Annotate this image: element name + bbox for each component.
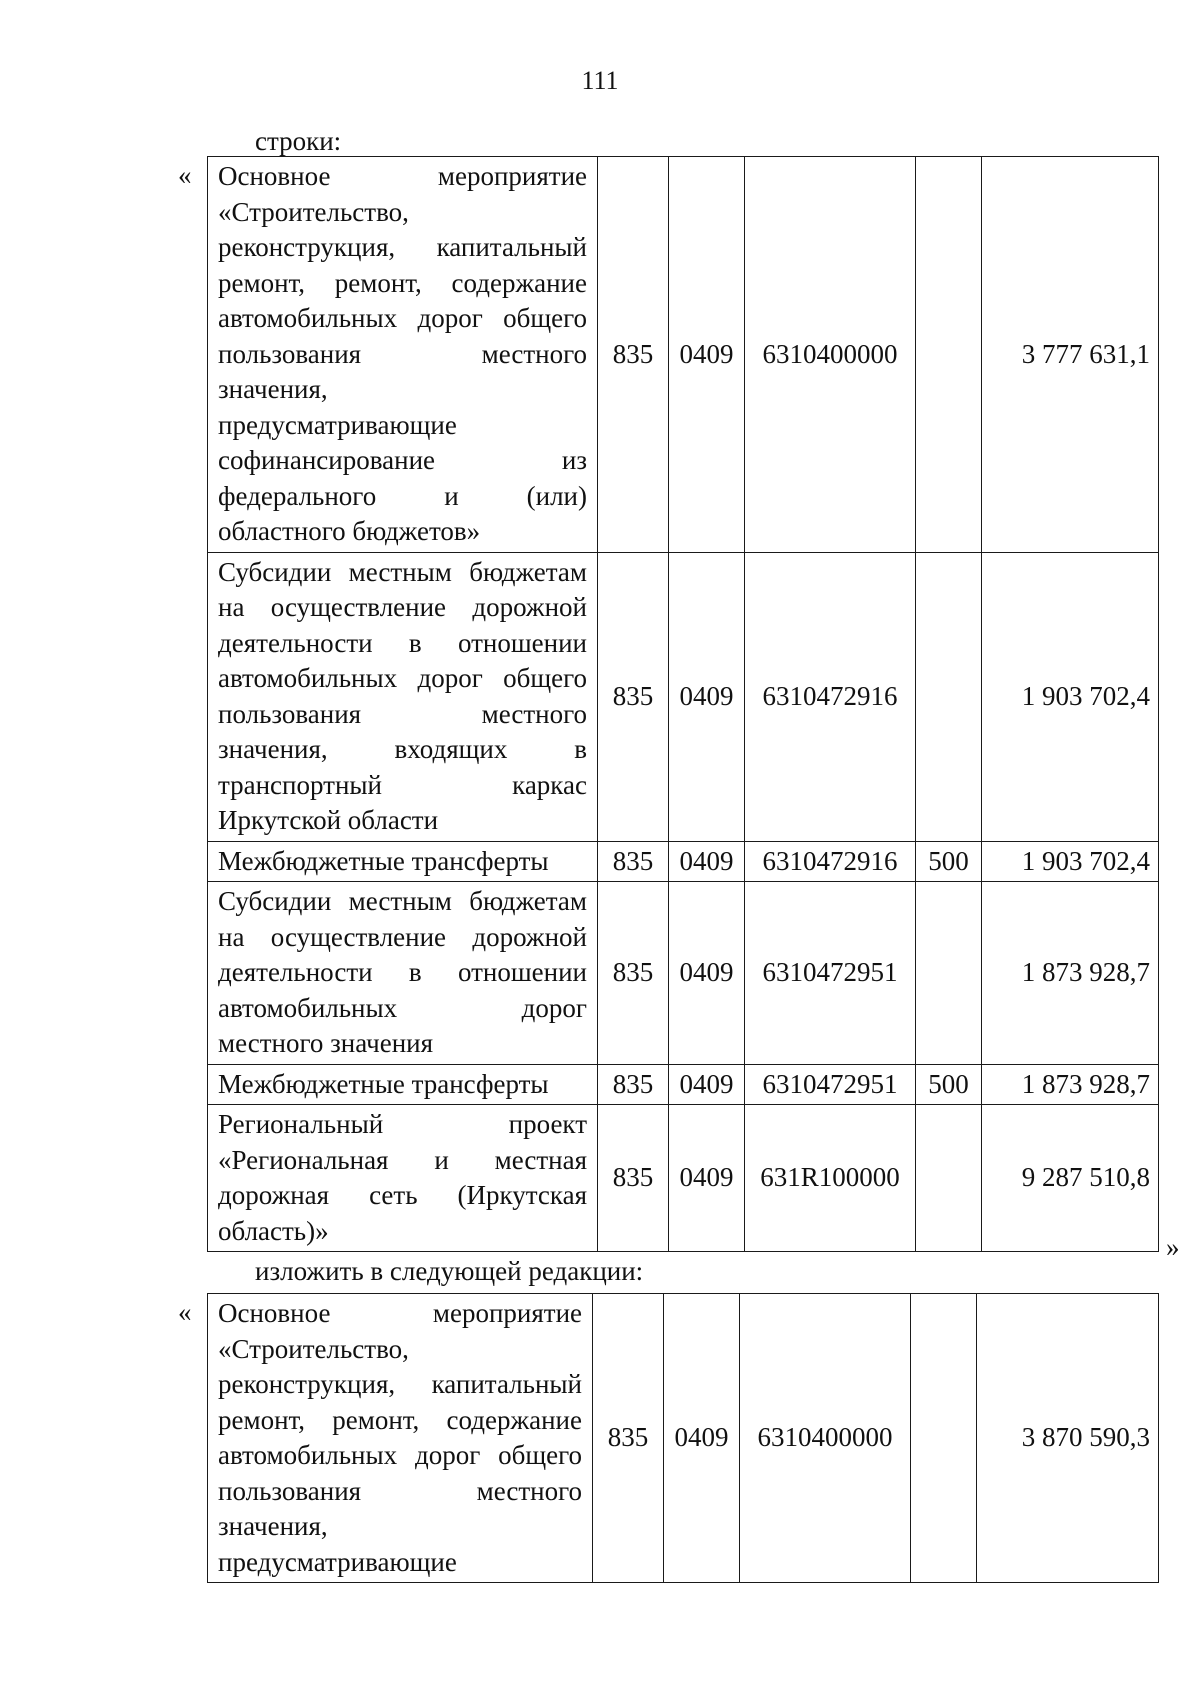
ministry-code-cell: 835 [598, 1105, 669, 1252]
section-code-cell: 0409 [669, 1064, 745, 1105]
new-open-quote: « [178, 1297, 192, 1327]
row-name-cell [208, 157, 598, 553]
page-number: 111 [581, 66, 619, 95]
amount-cell: 1 903 702,4 [982, 841, 1159, 882]
target-article-cell: 6310472916 [745, 552, 916, 841]
amount-cell: 1 873 928,7 [982, 882, 1159, 1065]
row-name-line: деятельности в отношении [218, 627, 587, 658]
row-name-line: автомобильных дорог общего [218, 663, 587, 693]
row-name-line: предусматривающие [218, 409, 457, 440]
expense-type-cell: 500 [916, 1064, 982, 1105]
expense-type-cell: 500 [916, 841, 982, 882]
section-code-cell: 0409 [669, 552, 745, 841]
row-name-line: федерального и (или) [218, 480, 587, 511]
row-name-line: ремонт, ремонт, содержание [218, 1404, 582, 1435]
row-name-line: Основное мероприятие [218, 161, 587, 191]
ministry-code-cell: 835 [598, 1064, 669, 1105]
row-name-line: Региональный проект [218, 1109, 587, 1139]
target-article-cell: 631R100000 [745, 1105, 916, 1252]
table-row [208, 1064, 1159, 1105]
row-name-cell [208, 1294, 593, 1583]
target-article-cell: 6310472951 [745, 882, 916, 1065]
amount-cell: 1 873 928,7 [982, 1064, 1159, 1105]
section-code-cell: 0409 [669, 157, 745, 553]
row-name-line: областного бюджетов» [218, 516, 481, 546]
section-code-cell: 0409 [669, 882, 745, 1065]
row-name-line: «Строительство, [218, 196, 409, 227]
row-name-line: автомобильных дорог общего [218, 1440, 582, 1470]
target-article-cell: 6310472951 [745, 1064, 916, 1105]
row-name-line: область)» [218, 1215, 329, 1246]
amount-cell: 3 777 631,1 [982, 157, 1159, 553]
row-name-cell [208, 552, 598, 841]
old-open-quote: « [178, 160, 192, 190]
row-name-line: на осуществление дорожной [218, 921, 587, 952]
row-name-line: местного значения [218, 1028, 434, 1058]
table-row [208, 157, 1159, 553]
row-name-line: автомобильных дорог [218, 992, 587, 1023]
target-article-cell: 6310472916 [745, 841, 916, 882]
new-table-body [208, 1294, 1159, 1583]
ministry-code-cell: 835 [598, 882, 669, 1065]
row-name-line: пользования местного [218, 698, 587, 729]
section-code-cell: 0409 [669, 1105, 745, 1252]
row-name-line: реконструкция, капитальный [218, 232, 587, 262]
expense-type-cell [916, 552, 982, 841]
row-name-line: Межбюджетные трансферты [218, 845, 549, 876]
amount-cell: 9 287 510,8 [982, 1105, 1159, 1252]
table-row [208, 1105, 1159, 1252]
row-name-line: «Региональная и местная [218, 1144, 587, 1175]
row-name-line: «Строительство, [218, 1333, 409, 1364]
row-name-line: Субсидии местным бюджетам [218, 556, 587, 587]
amount-cell: 3 870 590,3 [977, 1294, 1159, 1583]
row-name-line: дорожная сеть (Иркутская [218, 1180, 587, 1210]
row-name-line: Субсидии местным бюджетам [218, 886, 587, 916]
target-article-cell: 6310400000 [740, 1294, 911, 1583]
new-budget-table [207, 1293, 1159, 1583]
row-name-line: значения, входящих в [218, 734, 587, 764]
row-name-line: деятельности в отношении [218, 957, 587, 987]
row-name-line: Основное мероприятие [218, 1298, 582, 1328]
row-name-line: значения, [218, 1511, 328, 1541]
row-name-line: предусматривающие [218, 1546, 457, 1577]
ministry-code-cell: 835 [593, 1294, 664, 1583]
row-name-line: ремонт, ремонт, содержание [218, 267, 587, 298]
expense-type-cell [916, 1105, 982, 1252]
intro-new-text: изложить в следующей редакции: [255, 1256, 644, 1286]
old-close-quote: » [1166, 1232, 1180, 1262]
row-name-line: автомобильных дорог общего [218, 303, 587, 333]
row-name-cell [208, 841, 598, 882]
row-name-line: реконструкция, капитальный [218, 1369, 582, 1399]
row-name-line: пользования местного [218, 338, 587, 369]
table-row [208, 841, 1159, 882]
table-row [208, 1294, 1159, 1583]
row-name-line: на осуществление дорожной [218, 592, 587, 622]
table-row [208, 552, 1159, 841]
row-name-line: Межбюджетные трансферты [218, 1068, 549, 1099]
row-name-cell [208, 1105, 598, 1252]
ministry-code-cell: 835 [598, 841, 669, 882]
expense-type-cell [916, 157, 982, 553]
expense-type-cell [916, 882, 982, 1065]
intro-old-text: строки: [255, 126, 342, 156]
ministry-code-cell: 835 [598, 157, 669, 553]
row-name-line: софинансирование из [218, 445, 587, 475]
table-row [208, 882, 1159, 1065]
row-name-line: значения, [218, 374, 328, 404]
row-name-cell [208, 882, 598, 1065]
old-budget-table [207, 156, 1159, 1252]
row-name-cell [208, 1064, 598, 1105]
row-name-line: пользования местного [218, 1475, 582, 1506]
target-article-cell: 6310400000 [745, 157, 916, 553]
expense-type-cell [911, 1294, 977, 1583]
ministry-code-cell: 835 [598, 552, 669, 841]
old-table-body [208, 157, 1159, 1252]
row-name-line: Иркутской области [218, 805, 439, 835]
row-name-line: транспортный каркас [218, 769, 587, 800]
section-code-cell: 0409 [664, 1294, 740, 1583]
section-code-cell: 0409 [669, 841, 745, 882]
amount-cell: 1 903 702,4 [982, 552, 1159, 841]
